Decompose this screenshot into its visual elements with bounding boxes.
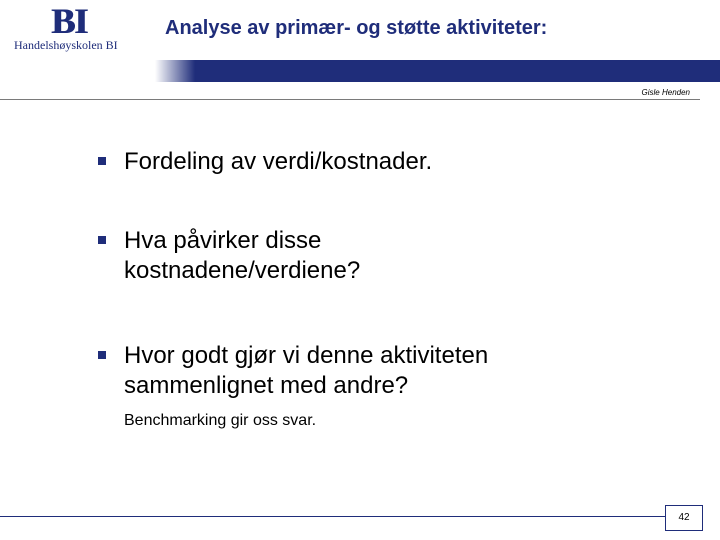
logo-mark: BI bbox=[51, 1, 88, 41]
header-divider bbox=[0, 99, 700, 100]
logo bbox=[14, 1, 130, 56]
square-bullet-icon bbox=[98, 157, 106, 165]
header-bar-fade bbox=[155, 60, 195, 82]
author-label: Gisle Henden bbox=[641, 88, 690, 97]
bullet-text: Hva påvirker disse kostnadene/verdiene? bbox=[124, 227, 361, 284]
page-number: 42 bbox=[665, 505, 703, 531]
bullet-item bbox=[98, 226, 424, 286]
bullet-item bbox=[98, 341, 594, 401]
header-bar-light bbox=[0, 60, 155, 82]
sub-bullet-text: Benchmarking gir oss svar. bbox=[124, 412, 317, 429]
slide-title: Analyse av primær- og støtte aktiviteter: bbox=[165, 17, 548, 39]
logo-text: Handelshøyskolen BI bbox=[14, 38, 118, 52]
bullet-text: Hvor godt gjør vi denne aktiviteten sammenlignet med andre? bbox=[124, 342, 489, 399]
footer-divider bbox=[0, 516, 665, 517]
bullet-text: Fordeling av verdi/kostnader. bbox=[124, 148, 433, 175]
square-bullet-icon bbox=[98, 236, 106, 244]
bullet-item bbox=[98, 147, 644, 177]
square-bullet-icon bbox=[98, 351, 106, 359]
